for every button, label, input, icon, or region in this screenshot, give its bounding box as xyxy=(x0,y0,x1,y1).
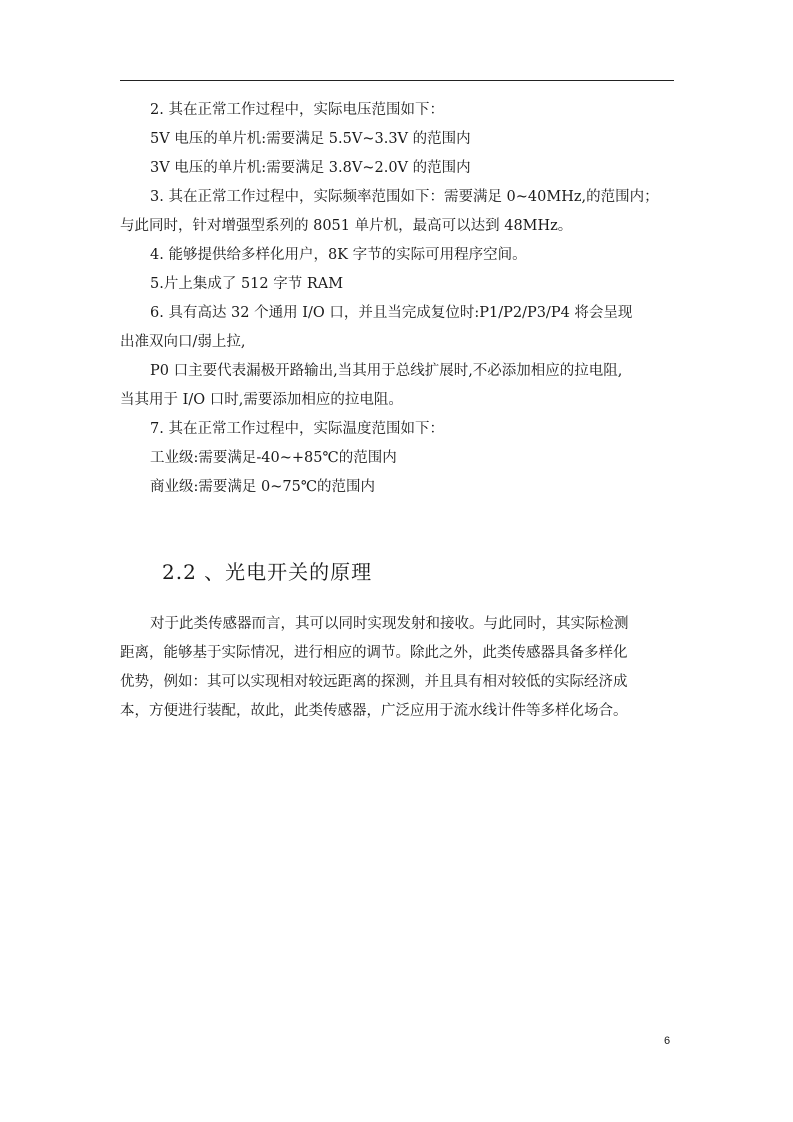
paragraph-line: 优势，例如：其可以实现相对较远距离的探测，并且具有相对较低的实际经济成 xyxy=(120,674,628,690)
header-rule xyxy=(120,80,674,81)
page-number: 6 xyxy=(664,1035,671,1047)
list-line: 5V 电压的单片机:需要满足 5.5V~3.3V 的范围内 xyxy=(150,131,471,147)
list-line: 3. 其在正常工作过程中，实际频率范围如下：需要满足 0~40MHz,的范围内； xyxy=(150,189,659,205)
paragraph-line: 本，方便进行装配，故此，此类传感器，广泛应用于流水线计件等多样化场合。 xyxy=(120,703,628,719)
list-line: 3V 电压的单片机:需要满足 3.8V~2.0V 的范围内 xyxy=(150,160,471,176)
list-block xyxy=(120,96,674,502)
section-heading: 2.2 、光电开关的原理 xyxy=(162,560,373,584)
list-line: 2. 其在正常工作过程中，实际电压范围如下： xyxy=(150,102,444,118)
list-line: 当其用于 I/O 口时,需要添加相应的拉电阻。 xyxy=(120,392,403,408)
list-line: 5.片上集成了 512 字节 RAM xyxy=(150,276,344,292)
paragraph-line: 距离，能够基于实际情况，进行相应的调节。除此之外，此类传感器具备多样化 xyxy=(120,645,628,661)
list-line: 出准双向口/弱上拉, xyxy=(120,334,246,350)
list-line: 6. 具有高达 32 个通用 I/O 口，并且当完成复位时:P1/P2/P3/P4 将会呈现 xyxy=(150,305,633,321)
list-line: 与此同时，针对增强型系列的 8051 单片机，最高可以达到 48MHz。 xyxy=(120,218,573,234)
list-line: 4. 能够提供给多样化用户，8K 字节的实际可用程序空间。 xyxy=(150,247,527,263)
paragraph-line: 对于此类传感器而言，其可以同时实现发射和接收。与此同时，其实际检测 xyxy=(150,616,629,632)
section-paragraph xyxy=(120,610,674,726)
list-line: 商业级:需要满足 0~75℃的范围内 xyxy=(150,479,376,495)
list-line: P0 口主要代表漏极开路输出,当其用于总线扩展时,不必添加相应的拉电阻, xyxy=(150,363,623,379)
list-line: 工业级:需要满足-40~+85℃的范围内 xyxy=(150,450,397,466)
list-line: 7. 其在正常工作过程中，实际温度范围如下： xyxy=(150,421,444,437)
